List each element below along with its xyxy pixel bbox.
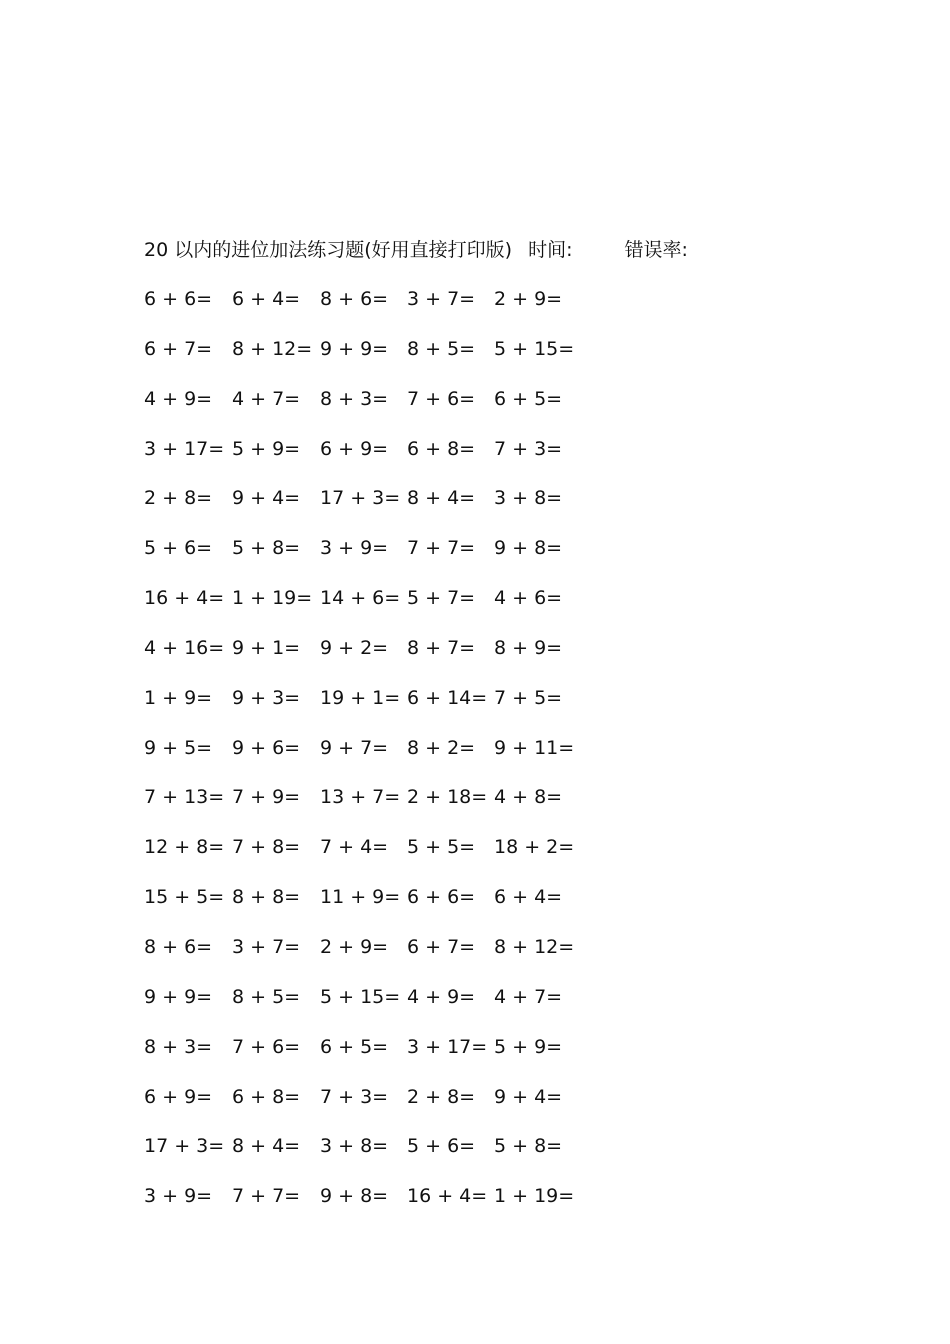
problem-cell: 17 + 3= [320, 487, 401, 510]
problem-cell: 16 + 4= [407, 1185, 488, 1208]
problem-cell: 3 + 7= [407, 288, 476, 310]
problem-cell: 7 + 7= [232, 1185, 301, 1208]
problem-cell: 8 + 5= [407, 337, 476, 360]
problem-cell: 1 + 9= [144, 686, 213, 709]
problem-cell: 6 + 6= [144, 288, 213, 310]
problem-cell: 6 + 9= [320, 437, 389, 460]
problem-row [144, 285, 604, 335]
problem-cell: 5 + 15= [320, 985, 401, 1008]
problem-row [144, 484, 604, 534]
problem-cell: 9 + 5= [144, 736, 213, 759]
problem-cell: 6 + 7= [144, 337, 213, 360]
problem-cell: 8 + 3= [320, 387, 389, 410]
problem-cell: 6 + 14= [407, 686, 488, 709]
problem-row [144, 684, 604, 734]
problem-row [144, 933, 604, 983]
problem-cell: 6 + 8= [232, 1085, 301, 1108]
problem-cell: 5 + 5= [407, 836, 476, 859]
problem-cell: 9 + 4= [232, 487, 301, 510]
problem-cell: 6 + 4= [494, 886, 563, 909]
problem-cell: 2 + 9= [320, 935, 389, 958]
problem-row [144, 335, 604, 385]
problem-cell: 4 + 7= [232, 387, 301, 410]
problem-row [144, 1083, 604, 1133]
problem-cell: 2 + 8= [144, 487, 213, 510]
problem-cell: 8 + 6= [144, 935, 213, 958]
problem-row [144, 634, 604, 684]
problem-cell: 19 + 1= [320, 686, 401, 709]
problem-cell: 8 + 5= [232, 985, 301, 1008]
problem-cell: 8 + 6= [320, 288, 389, 310]
problem-cell: 4 + 16= [144, 636, 225, 659]
problem-cell: 7 + 3= [494, 437, 563, 460]
problem-cell: 9 + 9= [320, 337, 389, 360]
problem-cell: 6 + 6= [407, 886, 476, 909]
problem-cell: 7 + 7= [407, 537, 476, 560]
problem-row [144, 1033, 604, 1083]
problem-cell: 8 + 2= [407, 736, 476, 759]
problem-cell: 7 + 9= [232, 786, 301, 809]
problem-cell: 3 + 17= [144, 437, 225, 460]
problem-cell: 9 + 3= [232, 686, 301, 709]
problem-row [144, 435, 604, 485]
problem-cell: 7 + 4= [320, 836, 389, 859]
problem-cell: 7 + 3= [320, 1085, 389, 1108]
problem-cell: 9 + 2= [320, 636, 389, 659]
problem-row [144, 783, 604, 833]
problem-cell: 9 + 9= [144, 985, 213, 1008]
problem-cell: 5 + 15= [494, 337, 575, 360]
problem-cell: 6 + 9= [144, 1085, 213, 1108]
problem-cell: 5 + 7= [407, 587, 476, 610]
problem-cell: 9 + 1= [232, 636, 301, 659]
problem-row [144, 1132, 604, 1182]
problem-cell: 7 + 5= [494, 686, 563, 709]
problem-cell: 3 + 17= [407, 1035, 488, 1058]
problem-cell: 6 + 7= [407, 935, 476, 958]
problem-row [144, 584, 604, 634]
problem-cell: 14 + 6= [320, 587, 401, 610]
problem-cell: 8 + 12= [232, 337, 313, 360]
problem-cell: 6 + 5= [494, 387, 563, 410]
problem-cell: 7 + 6= [407, 387, 476, 410]
problem-cell: 4 + 9= [407, 985, 476, 1008]
problem-cell: 4 + 8= [494, 786, 563, 809]
problem-cell: 9 + 6= [232, 736, 301, 759]
problem-cell: 9 + 7= [320, 736, 389, 759]
problem-cell: 4 + 7= [494, 985, 563, 1008]
problem-row [144, 983, 604, 1033]
problem-cell: 11 + 9= [320, 886, 401, 909]
problem-cell: 12 + 8= [144, 836, 225, 859]
problem-cell: 3 + 7= [232, 935, 301, 958]
problem-cell: 5 + 9= [232, 437, 301, 460]
problem-cell: 2 + 8= [407, 1085, 476, 1108]
problem-row [144, 1182, 604, 1232]
problem-row [144, 833, 604, 883]
problem-cell: 5 + 8= [232, 537, 301, 560]
problem-cell: 3 + 9= [320, 537, 389, 560]
problem-cell: 4 + 9= [144, 387, 213, 410]
problem-cell: 6 + 4= [232, 288, 301, 310]
problem-cell: 8 + 4= [232, 1135, 301, 1158]
error-rate-label: 错误率: [624, 239, 688, 261]
problem-cell: 5 + 8= [494, 1135, 563, 1158]
problem-cell: 8 + 12= [494, 935, 575, 958]
problem-row [144, 883, 604, 933]
problem-cell: 8 + 7= [407, 636, 476, 659]
problem-cell: 1 + 19= [232, 587, 313, 610]
problem-cell: 8 + 8= [232, 886, 301, 909]
problem-cell: 9 + 4= [494, 1085, 563, 1108]
problem-cell: 5 + 6= [407, 1135, 476, 1158]
worksheet-header [144, 236, 688, 264]
problem-cell: 9 + 8= [320, 1185, 389, 1208]
problem-cell: 18 + 2= [494, 836, 575, 859]
problem-cell: 6 + 5= [320, 1035, 389, 1058]
problem-cell: 3 + 9= [144, 1185, 213, 1208]
time-label: 时间: [528, 239, 573, 261]
problem-cell: 16 + 4= [144, 587, 225, 610]
problem-row [144, 734, 604, 784]
problem-cell: 9 + 8= [494, 537, 563, 560]
problem-cell: 3 + 8= [494, 487, 563, 510]
problem-cell: 1 + 19= [494, 1185, 575, 1208]
problem-row [144, 385, 604, 435]
problem-cell: 17 + 3= [144, 1135, 225, 1158]
problem-cell: 8 + 9= [494, 636, 563, 659]
problem-cell: 2 + 9= [494, 288, 563, 310]
problem-cell: 2 + 18= [407, 786, 488, 809]
problem-cell: 8 + 4= [407, 487, 476, 510]
problem-cell: 7 + 8= [232, 836, 301, 859]
problem-grid [144, 285, 604, 1232]
problem-cell: 5 + 9= [494, 1035, 563, 1058]
problem-cell: 7 + 6= [232, 1035, 301, 1058]
problem-cell: 9 + 11= [494, 736, 575, 759]
problem-cell: 8 + 3= [144, 1035, 213, 1058]
problem-cell: 7 + 13= [144, 786, 225, 809]
problem-cell: 3 + 8= [320, 1135, 389, 1158]
problem-cell: 6 + 8= [407, 437, 476, 460]
problem-row [144, 534, 604, 584]
worksheet-title: 20 以内的进位加法练习题(好用直接打印版) [144, 239, 513, 261]
problem-cell: 13 + 7= [320, 786, 401, 809]
problem-cell: 15 + 5= [144, 886, 225, 909]
problem-cell: 4 + 6= [494, 587, 563, 610]
problem-cell: 5 + 6= [144, 537, 213, 560]
